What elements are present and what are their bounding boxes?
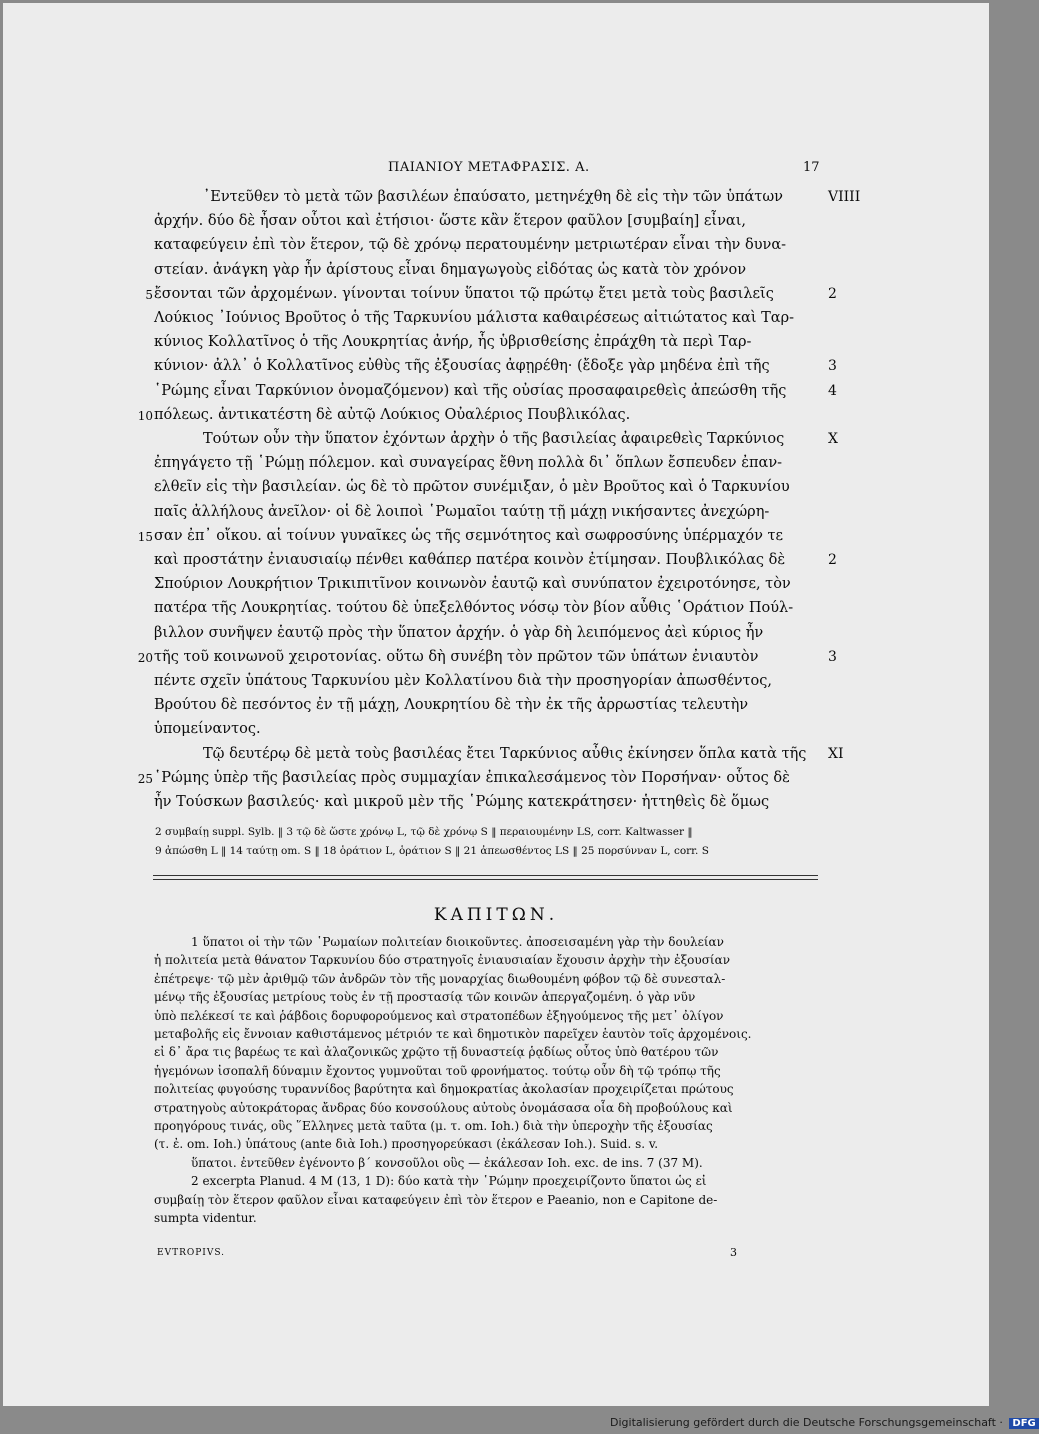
kapiton-line-text: ἡ πολιτεία μετὰ θάνατον Ταρκυνίου δύο στρατηγοῖς ἐνιαυσιαίαν ἔχουσιν ἀρχὴν τὴν ἐξουσίαν	[154, 953, 730, 968]
text-line	[3, 528, 989, 552]
kapiton-line-text: sumpta videntur.	[154, 1211, 257, 1225]
margin-chapter-number: 2	[828, 285, 837, 302]
signature-mark: EVTROPIVS.	[157, 1248, 226, 1258]
line-text: Σπούριον Λουκρήτιον Τρικιπιτῖνον κοινωνὸν ἑαυτῷ καὶ συνύπατον ἐχειροτόνησε, τὸν	[154, 576, 791, 593]
book-page	[3, 3, 989, 1406]
line-text: Λούκιος ᾿Ιούνιος Βροῦτος ὁ τῆς Ταρκυνίου μάλιστα καθαιρέσεως αἰτιώτατος καὶ Ταρ-	[154, 310, 795, 326]
kapiton-line-text: ὑπὸ πελέκεσί τε καὶ ῥάβδοις δορυφορούμενος καὶ στρατοπέδων ἐξηγούμενος τῆς μετ᾿ ὀλίγον	[154, 1008, 724, 1023]
text-line	[3, 455, 989, 479]
kapiton-line	[3, 1009, 989, 1027]
line-text: Τούτων οὖν τὴν ὕπατον ἐχόντων ἀρχὴν ὁ τῆς βασιλείας ἀφαιρεθεὶς Ταρκύνιος	[203, 431, 785, 447]
text-line	[3, 697, 989, 721]
line-text: καὶ προστάτην ἐνιαυσιαίῳ πένθει καθάπερ πατέρα κοινὸν ἐτίμησαν. Πουβλικόλας δὲ	[154, 552, 786, 568]
text-line	[3, 576, 989, 600]
kapiton-line-text: μεταβολῆς εἰς ἔννοιαν καθιστάμενος μέτριόν τε καὶ δημοτικὸν παρεῖχεν ἑαυτὸν τοῖς ἀρχομένοις.	[154, 1027, 752, 1041]
text-line	[3, 479, 989, 503]
line-text: ἦν Τούσκων βασιλεύς· καὶ μικροῦ μὲν τῆς ῾Ρώμης κατεκράτησεν· ἡττηθεὶς δὲ ὅμως	[154, 794, 770, 810]
kapiton-line-text: πολιτείας φυγούσης τυραννίδος βαρύτητα καὶ δημοκρατίας ἀκολασίαν προχειρίζεται πρώτους	[154, 1082, 734, 1097]
kapiton-title: ΚΑΠΙΤΩΝ.	[433, 905, 559, 925]
text-line	[3, 286, 989, 310]
kapiton-line-text: προηγόρους τινάς, οὓς ῞Ελληνες μετὰ ταῦτα (μ. τ. om. Ioh.) διὰ τὴν ὑπεροχὴν τῆς ἐξουσίας	[154, 1119, 713, 1133]
kapiton-line-text: στρατηγοὺς αὐτοκράτορας ἄνδρας δύο κονσούλους αὐτοὺς ὀνομάσασα οἷα δὴ προβούλους καὶ	[154, 1100, 733, 1115]
text-line	[3, 625, 989, 649]
text-line	[3, 334, 989, 358]
text-line	[3, 504, 989, 528]
separator-rule	[153, 879, 818, 880]
line-text: πατέρα τῆς Λουκρητίας. τούτου δὲ ὑπεξελθόντος νόσῳ τὸν βίον αὖθις ῾Οράτιον Πούλ-	[154, 600, 794, 617]
kapiton-line	[3, 935, 989, 953]
kapiton-line	[3, 972, 989, 990]
line-text: Τῷ δευτέρῳ δὲ μετὰ τοὺς βασιλέας ἔτει Ταρκύνιος αὖθις ἐκίνησεν ὅπλα κατὰ τῆς	[203, 745, 807, 762]
kapiton-line	[3, 1101, 989, 1119]
line-text: ᾿Εντεῦθεν τὸ μετὰ τῶν βασιλέων ἐπαύσατο, μετηνέχθη δὲ εἰς τὴν τῶν ὑπάτων	[203, 189, 783, 205]
text-line	[3, 407, 989, 431]
text-line	[3, 213, 989, 237]
page-header	[3, 160, 989, 180]
line-text: ῾Ρώμης εἶναι Ταρκύνιον ὀνομαζόμενον) καὶ τῆς οὐσίας προσαφαιρεθεὶς ἀπεώσθη τῆς	[154, 382, 787, 399]
line-number: 10	[137, 408, 153, 423]
kapiton-line	[3, 1027, 989, 1045]
line-text: ῾Ρώμης ὑπὲρ τῆς βασιλείας πρὸς συμμαχίαν ἐπικαλεσάμενος τὸν Πορσήναν· οὗτος δὲ	[154, 769, 790, 786]
text-line	[3, 262, 989, 286]
margin-chapter-number: 3	[828, 358, 837, 375]
text-line	[3, 383, 989, 407]
kapiton-line-text: ὕπατοι. ἐντεῦθεν ἐγένοντο β΄ κονσοῦλοι οὓς — ἐκάλεσαν Ioh. exc. de ins. 7 (37 M).	[191, 1155, 703, 1170]
text-line	[3, 431, 989, 455]
line-number: 25	[137, 771, 153, 786]
text-line	[3, 189, 989, 213]
kapiton-line-text: 1 ὕπατοι οἱ τὴν τῶν ῾Ρωμαίων πολιτείαν διοικοῦντες. ἀποσεισαμένη γὰρ τὴν δουλείαν	[191, 935, 724, 949]
line-number: 20	[137, 650, 153, 665]
kapiton-line-text: (τ. ἐ. om. Ioh.) ὑπάτους (ante διὰ Ioh.) προσηγορεύκασι (ἐκάλεσαν Ioh.). Suid. s. v.	[154, 1137, 659, 1152]
page-number: 17	[803, 160, 820, 175]
line-text: παῖς ἀλλήλους ἀνεῖλον· οἱ δὲ λοιποὶ ῾Ρωμαῖοι ταύτῃ τῇ μάχῃ νικήσαντες ἀνεχώρη-	[154, 503, 770, 520]
line-text: ἔσονται τῶν ἀρχομένων. γίνονται τοίνυν ὕπατοι τῷ πρώτῳ ἔτει μετὰ τοὺς βασιλεῖς	[154, 285, 774, 302]
line-text: κύνιον· ἀλλ᾿ ὁ Κολλατῖνος εὐθὺς τῆς ἐξουσίας ἀφῃρέθη· (ἔδοξε γὰρ μηδένα ἐπὶ τῆς	[154, 358, 770, 375]
line-text: ὑπομείναντος.	[154, 721, 261, 738]
apparatus-line: 2 συμβαίῃ suppl. Sylb. ‖ 3 τῷ δὲ ὥστε χρόνῳ L, τῷ δὲ χρόνῳ S ‖ περαιουμένην LS, corr. Kaltwasser ‖	[155, 826, 693, 838]
line-text: στείαν. ἀνάγκη γὰρ ἦν ἀρίστους εἶναι δημαγωγοὺς εἰδότας ὡς κατὰ τὸν χρόνον	[154, 261, 747, 278]
text-line	[3, 770, 989, 794]
line-text: πόλεως. ἀντικατέστη δὲ αὐτῷ Λούκιος Οὐαλέριος Πουβλικόλας.	[154, 406, 631, 423]
kapiton-line-text: συμβαίῃ τὸν ἕτερον φαῦλον εἶναι καταφεύγειν ἐπὶ τὸν ἕτερον e Paeanio, non e Capitone de-	[154, 1192, 718, 1207]
line-text: καταφεύγειν ἐπὶ τὸν ἕτερον, τῷ δὲ χρόνῳ περατουμένην μετριωτέραν εἶναι τὴν δυνα-	[154, 237, 787, 254]
text-line	[3, 673, 989, 697]
kapiton-line	[3, 1193, 989, 1211]
apparatus-line: 9 ἀπώσθη L ‖ 14 ταύτῃ om. S ‖ 18 ὁράτιον L, ὁράτιον S ‖ 21 ἀπεωσθέντος LS ‖ 25 πορσύνναν L, corr. S	[155, 845, 709, 857]
text-line	[3, 310, 989, 334]
line-text: ἐπηγάγετο τῇ ῾Ρώμῃ πόλεμον. καὶ συναγείρας ἔθνη πολλὰ δι᾿ ὅπλων ἔσπευδεν ἐπαν-	[154, 455, 783, 472]
text-line	[3, 746, 989, 770]
kapiton-line	[3, 1064, 989, 1082]
line-text: ελθεῖν εἰς τὴν βασιλείαν. ὡς δὲ τὸ πρῶτον συνέμιξαν, ὁ μὲν Βροῦτος καὶ ὁ Ταρκυνίου	[154, 479, 790, 496]
margin-chapter-number: VIIII	[828, 189, 861, 205]
margin-chapter-number: 2	[828, 552, 837, 568]
separator-rule	[153, 875, 818, 876]
kapiton-line	[3, 1174, 989, 1192]
line-text: ἀρχήν. δύο δὲ ἦσαν οὗτοι καὶ ἐτήσιοι· ὥστε κἂν ἕτερον φαῦλον [συμβαίη] εἶναι,	[154, 213, 747, 230]
margin-chapter-number: X	[828, 431, 838, 447]
text-line	[3, 237, 989, 261]
text-line	[3, 721, 989, 745]
line-number: 5	[145, 287, 153, 302]
text-line	[3, 794, 989, 818]
kapiton-line	[3, 1045, 989, 1063]
line-text: σαν ἐπ᾿ οἴκου. αἱ τοίνυν γυναῖκες ὡς τῆς σεμνότητος καὶ σωφροσύνης ὑπέρμαχόν τε	[154, 527, 784, 544]
line-text: Βρούτου δὲ πεσόντος ἐν τῇ μάχῃ, Λουκρητίου δὲ τὴν ἐκ τῆς ἀρρωστίας τελευτὴν	[154, 697, 749, 714]
line-text: κύνιος Κολλατῖνος ὁ τῆς Λουκρητίας ἀνήρ, ἧς ὑβρισθείσης ἐπράχθη τὰ περὶ Ταρ-	[154, 334, 752, 351]
margin-chapter-number: XI	[828, 745, 844, 762]
line-text: τῆς τοῦ κοινωνοῦ χειροτονίας. οὕτω δὴ συνέβη τὸν πρῶτον τῶν ὑπάτων ἐνιαυτὸν	[154, 648, 759, 665]
kapiton-line-text: μένῳ τῆς ἐξουσίας μετρίους τοὺς ἐν τῇ προστασίᾳ τῶν κοινῶν ἀπεργαζομένη. ὁ γὰρ νῦν	[154, 990, 696, 1005]
kapiton-line	[3, 1082, 989, 1100]
text-line	[3, 358, 989, 382]
dfg-logo-icon: DFG	[1009, 1418, 1038, 1429]
kapiton-line	[3, 953, 989, 971]
kapiton-line-text: ἐπέτρεψε· τῷ μὲν ἀριθμῷ τῶν ἀνδρῶν τὸν τῆς μοναρχίας διωθουμένη φόβον τῷ δὲ συνεσταλ-	[154, 971, 726, 986]
kapiton-line	[3, 1211, 989, 1229]
kapiton-line	[3, 1137, 989, 1155]
kapiton-line-text: 2 excerpta Planud. 4 M (13, 1 D): δύο κατὰ τὴν ῾Ρώμην προεχειρίζοντο ὕπατοι ὡς εἰ	[191, 1174, 707, 1189]
digitization-credit	[610, 1416, 1039, 1429]
kapiton-line-text: ἡγεμόνων ἰσοπαλῆ δύναμιν ἔχοντος γυμνοῦται τοῦ φρονήματος. τούτῳ οὖν δὴ τῷ τρόπῳ τῆς	[154, 1063, 721, 1078]
kapiton-line	[3, 990, 989, 1008]
page-footer	[3, 1248, 989, 1262]
margin-chapter-number: 3	[828, 648, 837, 665]
margin-chapter-number: 4	[828, 382, 837, 399]
text-line	[3, 552, 989, 576]
kapiton-line	[3, 1119, 989, 1137]
signature-number: 3	[730, 1246, 737, 1259]
text-line	[3, 649, 989, 673]
running-title: ΠΑΙΑΝΙΟΥ ΜΕΤΑΦΡΑΣΙΣ. Α.	[388, 160, 590, 175]
text-line	[3, 600, 989, 624]
digitization-text: Digitalisierung gefördert durch die Deutsche Forschungsgemeinschaft ·	[610, 1416, 1003, 1429]
line-number: 15	[137, 529, 153, 544]
kapiton-line-text: εἰ δ᾿ ἄρα τις βαρέως τε καὶ ἀλαζονικῶς χρῷτο τῇ δυναστείᾳ ῥᾳδίως οὗτος ὑπὸ θατέρου τῶν	[154, 1045, 719, 1060]
line-text: πέντε σχεῖν ὑπάτους Ταρκυνίου μὲν Κολλατίνου διὰ τὴν προσηγορίαν ἀπωσθέντος,	[154, 673, 773, 689]
kapiton-line	[3, 1156, 989, 1174]
line-text: βιλλον συνῆψεν ἑαυτῷ πρὸς τὴν ὕπατον ἀρχήν. ὁ γὰρ δὴ λειπόμενος ἀεὶ κύριος ἦν	[154, 624, 764, 641]
